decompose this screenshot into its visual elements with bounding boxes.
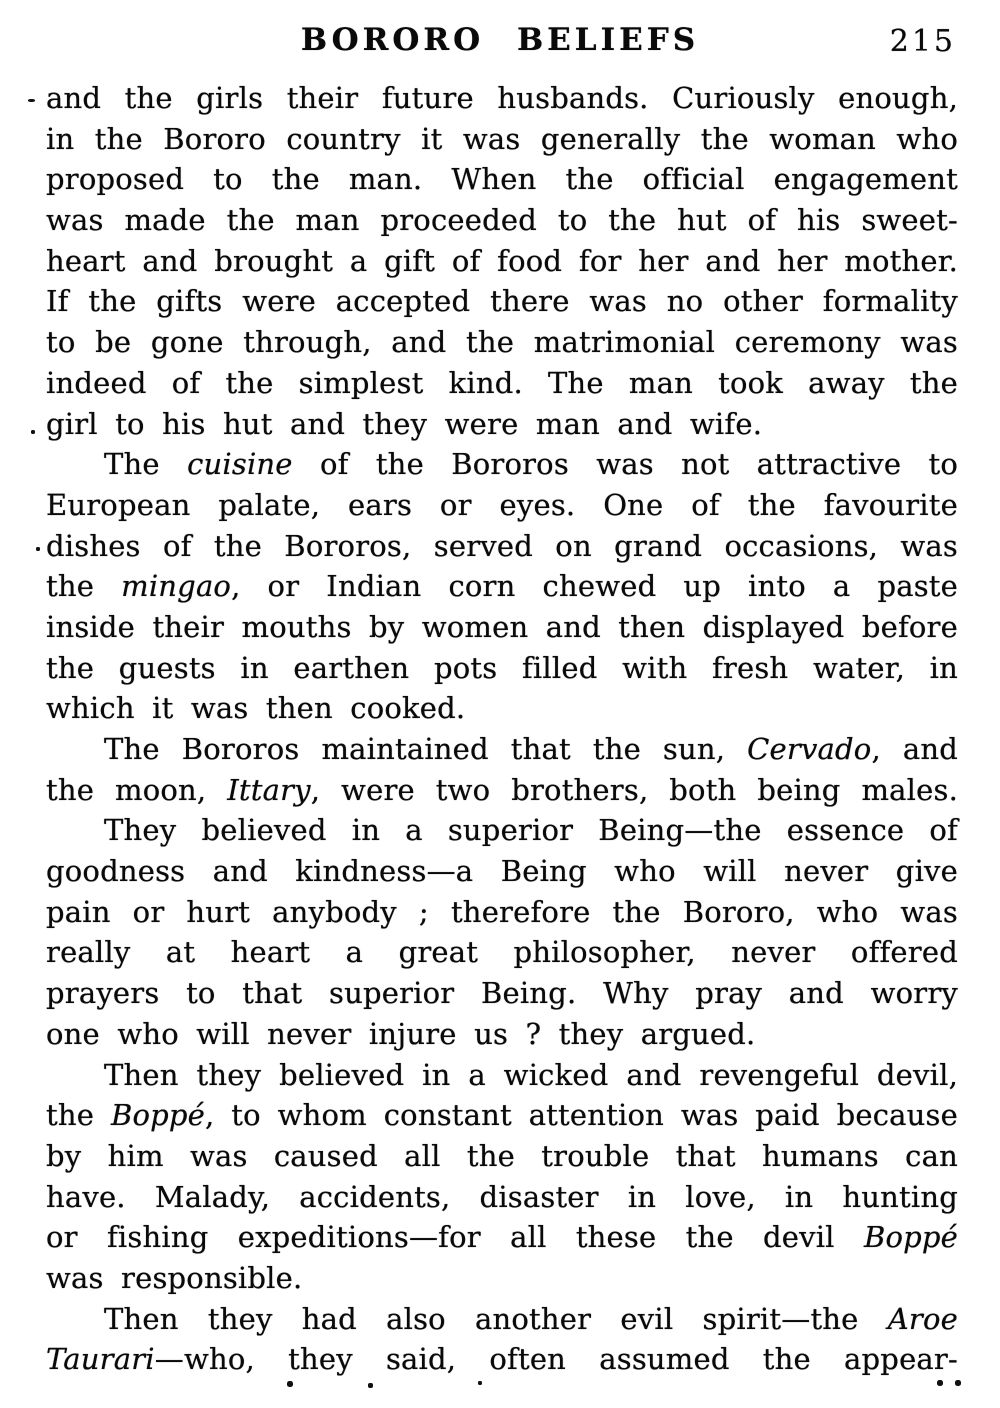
text-line bbox=[46, 729, 958, 770]
text-segment: or fishing expeditions—for all these the devil bbox=[46, 1220, 864, 1255]
page-number: 215 bbox=[889, 24, 956, 59]
page-title: BORORO BELIEFS bbox=[300, 22, 700, 58]
text-segment: dishes of the Bororos, served on grand occasions, was bbox=[46, 528, 958, 563]
text-line bbox=[46, 566, 958, 607]
text-line bbox=[46, 200, 958, 241]
text-line bbox=[46, 810, 958, 851]
text-segment: Then they believed in a wicked and revengeful devil, bbox=[104, 1057, 958, 1092]
text-line bbox=[46, 648, 958, 689]
page-body bbox=[46, 78, 958, 1380]
text-segment: —who, they said, often assumed the appear- bbox=[154, 1342, 958, 1377]
text-segment: which it was then cooked. bbox=[46, 691, 466, 726]
italic-term: Ittary bbox=[227, 772, 311, 807]
text-line bbox=[46, 1339, 958, 1380]
italic-term: Taurari bbox=[46, 1342, 155, 1377]
text-segment: pain or hurt anybody ; therefore the Bororo, who was bbox=[46, 894, 958, 929]
scan-artifact bbox=[287, 1381, 293, 1387]
scan-artifact bbox=[478, 1381, 482, 1385]
text-line bbox=[46, 1014, 958, 1055]
italic-term: Boppé bbox=[863, 1220, 958, 1255]
text-line bbox=[46, 892, 958, 933]
text-segment: inside their mouths by women and then displayed before bbox=[46, 609, 958, 644]
italic-term: mingao bbox=[121, 569, 232, 604]
text-line bbox=[46, 322, 958, 363]
scan-artifact bbox=[28, 99, 35, 102]
text-line bbox=[46, 851, 958, 892]
text-segment: , and bbox=[871, 732, 958, 766]
text-line bbox=[46, 241, 958, 282]
text-line bbox=[46, 1055, 958, 1096]
text-segment: to be gone through, and the matrimonial ceremony was bbox=[46, 325, 958, 360]
text-segment: , were two brothers, both being males. bbox=[310, 772, 959, 807]
scan-artifact bbox=[36, 547, 40, 551]
text-segment: have. Malady, accidents, disaster in love, in hunting bbox=[46, 1179, 958, 1214]
text-segment: girl to his hut and they were man and wife. bbox=[46, 406, 763, 441]
text-line bbox=[46, 485, 958, 526]
scan-artifact bbox=[937, 1380, 943, 1386]
text-segment: Then they had also another evil spirit—the bbox=[104, 1301, 888, 1336]
text-segment: really at heart a great philosopher, never offered bbox=[46, 935, 958, 970]
text-segment: one who will never injure us ? they argued. bbox=[46, 1016, 756, 1051]
scan-artifact bbox=[31, 430, 35, 434]
text-segment: , or Indian corn chewed up into a paste bbox=[231, 569, 958, 604]
italic-term: Boppé bbox=[110, 1098, 205, 1133]
text-segment: the moon, bbox=[46, 772, 228, 807]
text-segment: proposed to the man. When the official engagement bbox=[46, 162, 958, 197]
text-segment: prayers to that superior Being. Why pray and worry bbox=[46, 976, 958, 1011]
text-line bbox=[46, 1136, 958, 1177]
italic-term: Aroe bbox=[887, 1301, 958, 1336]
text-segment: They believed in a superior Being—the essence of bbox=[104, 813, 958, 848]
text-segment: the guests in earthen pots filled with fresh water, in bbox=[46, 650, 958, 685]
text-line bbox=[46, 688, 958, 729]
page-header bbox=[0, 22, 1000, 64]
text-line bbox=[46, 119, 958, 160]
scan-artifact bbox=[955, 1380, 961, 1386]
text-segment: the bbox=[46, 569, 122, 604]
text-line bbox=[46, 363, 958, 404]
text-segment: was responsible. bbox=[46, 1260, 303, 1295]
text-line bbox=[46, 281, 958, 322]
text-line bbox=[46, 526, 958, 567]
text-line bbox=[46, 1299, 958, 1340]
italic-term: cuisine bbox=[187, 447, 293, 482]
text-line bbox=[46, 1095, 958, 1136]
scan-artifact bbox=[368, 1383, 373, 1388]
text-segment: and the girls their future husbands. Curiously enough, bbox=[46, 81, 958, 115]
text-segment: The bbox=[104, 447, 188, 482]
text-segment: was made the man proceeded to the hut of his sweet- bbox=[46, 203, 958, 238]
text-segment: of the Bororos was not attractive to bbox=[292, 447, 959, 482]
text-segment: If the gifts were accepted there was no other formality bbox=[46, 284, 958, 319]
text-line bbox=[46, 159, 958, 200]
text-segment: the bbox=[46, 1098, 111, 1133]
text-line bbox=[46, 770, 958, 811]
text-segment: The Bororos maintained that the sun, bbox=[104, 732, 748, 766]
text-segment: goodness and kindness—a Being who will never give bbox=[46, 854, 958, 889]
text-segment: European palate, ears or eyes. One of the favourite bbox=[46, 487, 958, 522]
text-segment: indeed of the simplest kind. The man took away the bbox=[46, 365, 958, 400]
text-line bbox=[46, 1177, 958, 1218]
text-segment: in the Bororo country it was generally the woman who bbox=[46, 121, 958, 156]
text-line bbox=[46, 607, 958, 648]
text-segment: by him was caused all the trouble that humans can bbox=[46, 1138, 958, 1173]
text-line bbox=[46, 78, 958, 119]
text-segment: heart and brought a gift of food for her and her mother. bbox=[46, 243, 958, 278]
text-line bbox=[46, 444, 958, 485]
text-line bbox=[46, 973, 958, 1014]
text-segment: , to whom constant attention was paid because bbox=[205, 1098, 958, 1133]
text-line bbox=[46, 1258, 958, 1299]
text-line bbox=[46, 404, 958, 445]
text-line bbox=[46, 1217, 958, 1258]
text-line bbox=[46, 932, 958, 973]
italic-term: Cervado bbox=[747, 732, 872, 766]
